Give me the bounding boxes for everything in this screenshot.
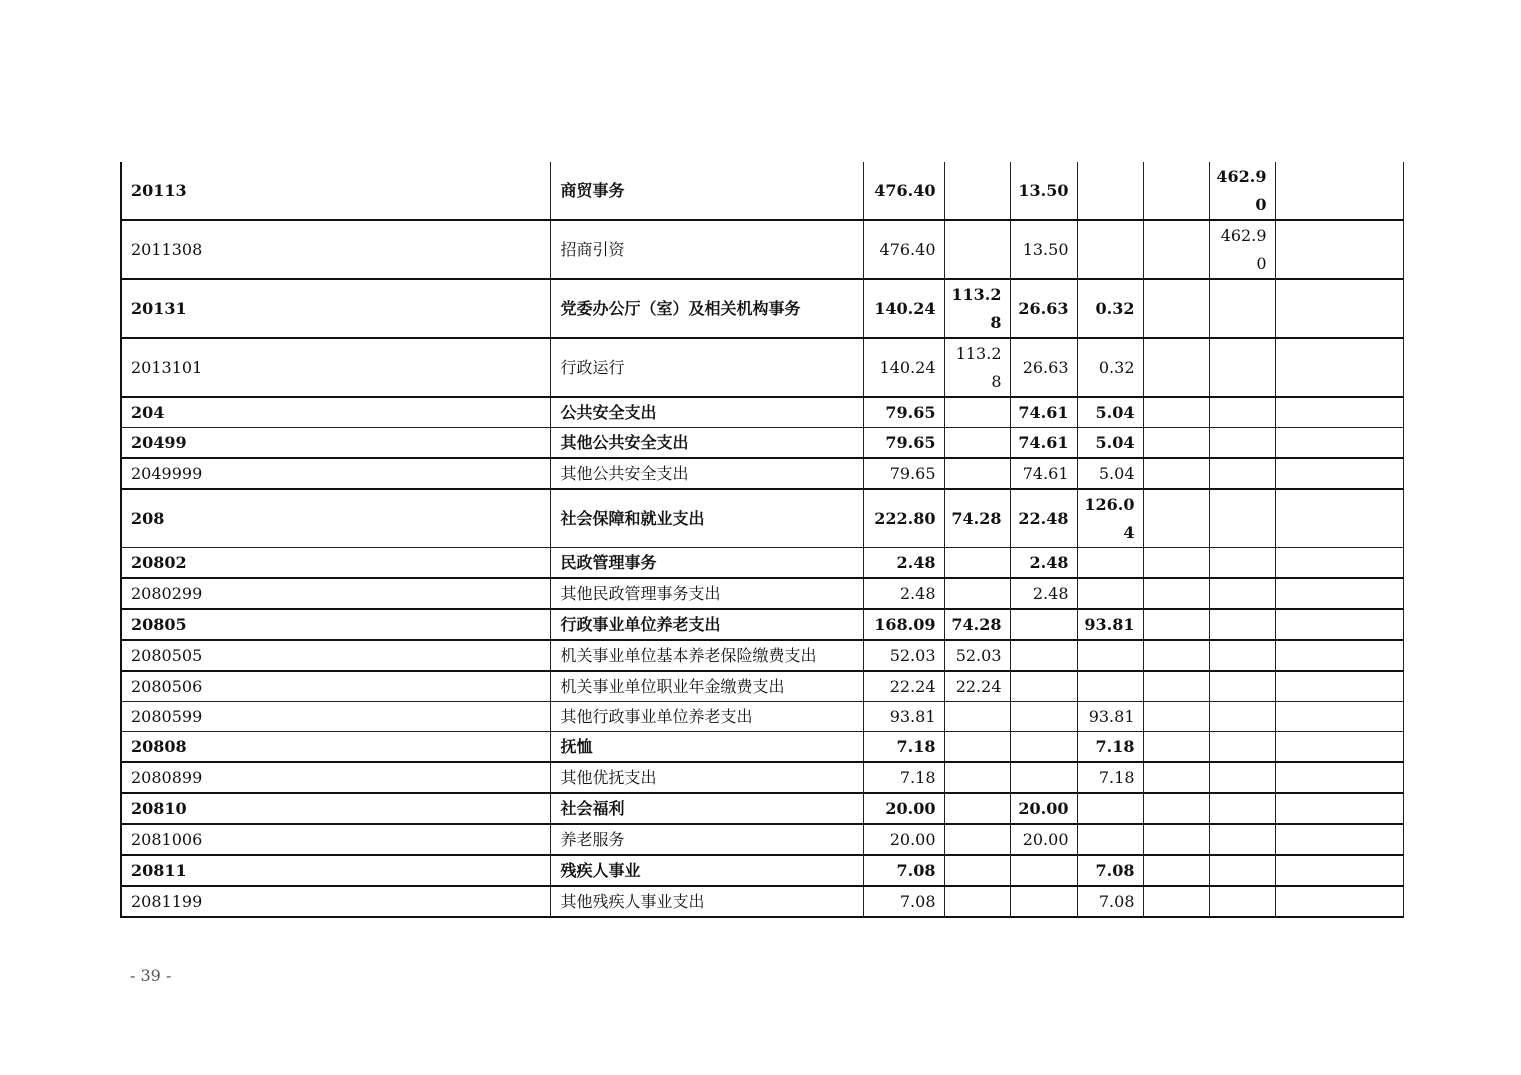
table-row [121,640,1403,671]
project-cell-2 [1209,886,1275,917]
basic-personnel-cell [944,793,1010,824]
basic-public-cell [1010,640,1077,671]
page-number: - 39 - [130,966,172,985]
other-cell [1275,609,1403,640]
account-name-cell: 社会保障和就业支出 [550,489,863,548]
other-cell [1275,671,1403,702]
basic-public-cell: 13.50 [1010,220,1077,279]
table-row [121,489,1403,548]
other-cell [1275,702,1403,732]
account-code-cell: 2013101 [121,338,550,397]
account-code-cell: 2011308 [121,220,550,279]
basic-public-cell [1010,855,1077,886]
family-subsidy-cell [1077,671,1143,702]
project-cell-1 [1143,793,1209,824]
basic-public-cell: 26.63 [1010,338,1077,397]
table-row [121,762,1403,793]
family-subsidy-cell: 126.04 [1077,489,1143,548]
table-row [121,162,1403,220]
family-subsidy-cell: 5.04 [1077,458,1143,489]
account-name-cell: 其他民政管理事务支出 [550,578,863,609]
account-name-cell: 行政运行 [550,338,863,397]
other-cell [1275,578,1403,609]
account-name-cell: 抚恤 [550,732,863,763]
project-cell-1 [1143,578,1209,609]
total-cell: 222.80 [863,489,944,548]
budget-table [120,162,1404,918]
project-cell-2 [1209,793,1275,824]
account-code-cell: 2080506 [121,671,550,702]
basic-personnel-cell: 22.24 [944,671,1010,702]
account-code-cell: 2080299 [121,578,550,609]
project-cell-2 [1209,548,1275,579]
account-name-cell: 养老服务 [550,824,863,855]
account-code-cell: 208 [121,489,550,548]
family-subsidy-cell [1077,162,1143,220]
table-row [121,886,1403,917]
basic-public-cell [1010,609,1077,640]
table-row [121,732,1403,763]
project-cell-2 [1209,732,1275,763]
account-code-cell: 2049999 [121,458,550,489]
other-cell [1275,762,1403,793]
family-subsidy-cell: 7.18 [1077,762,1143,793]
account-name-cell: 其他公共安全支出 [550,428,863,459]
family-subsidy-cell [1077,548,1143,579]
project-cell-1 [1143,671,1209,702]
basic-public-cell: 26.63 [1010,279,1077,338]
account-code-cell: 20808 [121,732,550,763]
basic-personnel-cell [944,548,1010,579]
table-row [121,548,1403,579]
account-code-cell: 20805 [121,609,550,640]
account-code-cell: 204 [121,397,550,428]
project-cell-1 [1143,489,1209,548]
other-cell [1275,338,1403,397]
basic-public-cell: 74.61 [1010,428,1077,459]
account-name-cell: 机关事业单位职业年金缴费支出 [550,671,863,702]
other-cell [1275,548,1403,579]
total-cell: 140.24 [863,279,944,338]
family-subsidy-cell: 93.81 [1077,702,1143,732]
basic-personnel-cell [944,886,1010,917]
family-subsidy-cell: 93.81 [1077,609,1143,640]
other-cell [1275,489,1403,548]
project-cell-1 [1143,855,1209,886]
project-cell-1 [1143,824,1209,855]
basic-public-cell [1010,671,1077,702]
basic-personnel-cell [944,855,1010,886]
project-cell-2 [1209,855,1275,886]
table-row [121,338,1403,397]
account-code-cell: 20811 [121,855,550,886]
table-row [121,824,1403,855]
basic-personnel-cell [944,162,1010,220]
project-cell-1 [1143,732,1209,763]
basic-public-cell: 20.00 [1010,793,1077,824]
basic-public-cell: 2.48 [1010,578,1077,609]
account-code-cell: 20113 [121,162,550,220]
total-cell: 52.03 [863,640,944,671]
table-row [121,855,1403,886]
account-name-cell: 党委办公厅（室）及相关机构事务 [550,279,863,338]
basic-personnel-cell [944,458,1010,489]
project-cell-2 [1209,489,1275,548]
project-cell-1 [1143,702,1209,732]
basic-personnel-cell: 74.28 [944,489,1010,548]
project-cell-1 [1143,279,1209,338]
account-code-cell: 20499 [121,428,550,459]
project-cell-2 [1209,609,1275,640]
table-row [121,220,1403,279]
other-cell [1275,732,1403,763]
basic-personnel-cell: 52.03 [944,640,1010,671]
total-cell: 20.00 [863,824,944,855]
total-cell: 93.81 [863,702,944,732]
other-cell [1275,220,1403,279]
basic-public-cell: 13.50 [1010,162,1077,220]
project-cell-1 [1143,886,1209,917]
family-subsidy-cell: 7.18 [1077,732,1143,763]
basic-personnel-cell [944,428,1010,459]
other-cell [1275,397,1403,428]
table-row [121,428,1403,459]
family-subsidy-cell: 5.04 [1077,397,1143,428]
family-subsidy-cell [1077,824,1143,855]
project-cell-1 [1143,609,1209,640]
project-cell-2 [1209,702,1275,732]
basic-personnel-cell: 113.28 [944,279,1010,338]
basic-personnel-cell [944,762,1010,793]
account-name-cell: 行政事业单位养老支出 [550,609,863,640]
account-code-cell: 2080899 [121,762,550,793]
project-cell-1 [1143,762,1209,793]
project-cell-2 [1209,671,1275,702]
table-row [121,702,1403,732]
family-subsidy-cell [1077,640,1143,671]
account-name-cell: 机关事业单位基本养老保险缴费支出 [550,640,863,671]
account-name-cell: 其他公共安全支出 [550,458,863,489]
other-cell [1275,886,1403,917]
account-name-cell: 招商引资 [550,220,863,279]
total-cell: 20.00 [863,793,944,824]
project-cell-2: 462.90 [1209,162,1275,220]
total-cell: 2.48 [863,548,944,579]
basic-public-cell: 74.61 [1010,458,1077,489]
basic-personnel-cell [944,220,1010,279]
total-cell: 7.18 [863,762,944,793]
project-cell-2 [1209,578,1275,609]
project-cell-2 [1209,458,1275,489]
project-cell-1 [1143,162,1209,220]
basic-public-cell [1010,732,1077,763]
basic-public-cell: 74.61 [1010,397,1077,428]
other-cell [1275,458,1403,489]
account-name-cell: 其他残疾人事业支出 [550,886,863,917]
project-cell-2 [1209,428,1275,459]
project-cell-2 [1209,338,1275,397]
project-cell-1 [1143,397,1209,428]
basic-personnel-cell [944,702,1010,732]
other-cell [1275,162,1403,220]
table-row [121,671,1403,702]
table-row [121,397,1403,428]
basic-personnel-cell [944,824,1010,855]
basic-public-cell: 2.48 [1010,548,1077,579]
account-code-cell: 2080505 [121,640,550,671]
total-cell: 7.18 [863,732,944,763]
family-subsidy-cell [1077,793,1143,824]
account-code-cell: 20131 [121,279,550,338]
account-code-cell: 2081199 [121,886,550,917]
total-cell: 476.40 [863,162,944,220]
basic-personnel-cell: 113.28 [944,338,1010,397]
account-code-cell: 20802 [121,548,550,579]
total-cell: 2.48 [863,578,944,609]
basic-personnel-cell [944,578,1010,609]
family-subsidy-cell: 7.08 [1077,855,1143,886]
basic-public-cell [1010,762,1077,793]
total-cell: 140.24 [863,338,944,397]
basic-public-cell [1010,702,1077,732]
total-cell: 79.65 [863,458,944,489]
total-cell: 7.08 [863,886,944,917]
account-name-cell: 商贸事务 [550,162,863,220]
project-cell-2 [1209,640,1275,671]
other-cell [1275,793,1403,824]
other-cell [1275,824,1403,855]
project-cell-1 [1143,428,1209,459]
account-name-cell: 公共安全支出 [550,397,863,428]
project-cell-2: 462.90 [1209,220,1275,279]
other-cell [1275,428,1403,459]
project-cell-2 [1209,279,1275,338]
total-cell: 79.65 [863,397,944,428]
total-cell: 22.24 [863,671,944,702]
other-cell [1275,279,1403,338]
table-row [121,279,1403,338]
project-cell-1 [1143,458,1209,489]
project-cell-2 [1209,762,1275,793]
account-code-cell: 20810 [121,793,550,824]
project-cell-1 [1143,338,1209,397]
basic-public-cell [1010,886,1077,917]
family-subsidy-cell: 5.04 [1077,428,1143,459]
project-cell-2 [1209,824,1275,855]
family-subsidy-cell: 7.08 [1077,886,1143,917]
total-cell: 7.08 [863,855,944,886]
project-cell-2 [1209,397,1275,428]
basic-personnel-cell [944,397,1010,428]
account-name-cell: 民政管理事务 [550,548,863,579]
table-row [121,609,1403,640]
table-row [121,578,1403,609]
project-cell-1 [1143,548,1209,579]
total-cell: 79.65 [863,428,944,459]
family-subsidy-cell: 0.32 [1077,338,1143,397]
account-name-cell: 其他优抚支出 [550,762,863,793]
account-name-cell: 其他行政事业单位养老支出 [550,702,863,732]
family-subsidy-cell [1077,220,1143,279]
other-cell [1275,855,1403,886]
total-cell: 168.09 [863,609,944,640]
project-cell-1 [1143,640,1209,671]
family-subsidy-cell: 0.32 [1077,279,1143,338]
account-code-cell: 2081006 [121,824,550,855]
other-cell [1275,640,1403,671]
table-body [121,162,1403,917]
total-cell: 476.40 [863,220,944,279]
account-code-cell: 2080599 [121,702,550,732]
table-row [121,458,1403,489]
basic-public-cell: 22.48 [1010,489,1077,548]
basic-personnel-cell [944,732,1010,763]
project-cell-1 [1143,220,1209,279]
account-name-cell: 社会福利 [550,793,863,824]
account-name-cell: 残疾人事业 [550,855,863,886]
basic-personnel-cell: 74.28 [944,609,1010,640]
family-subsidy-cell [1077,578,1143,609]
table-row [121,793,1403,824]
basic-public-cell: 20.00 [1010,824,1077,855]
